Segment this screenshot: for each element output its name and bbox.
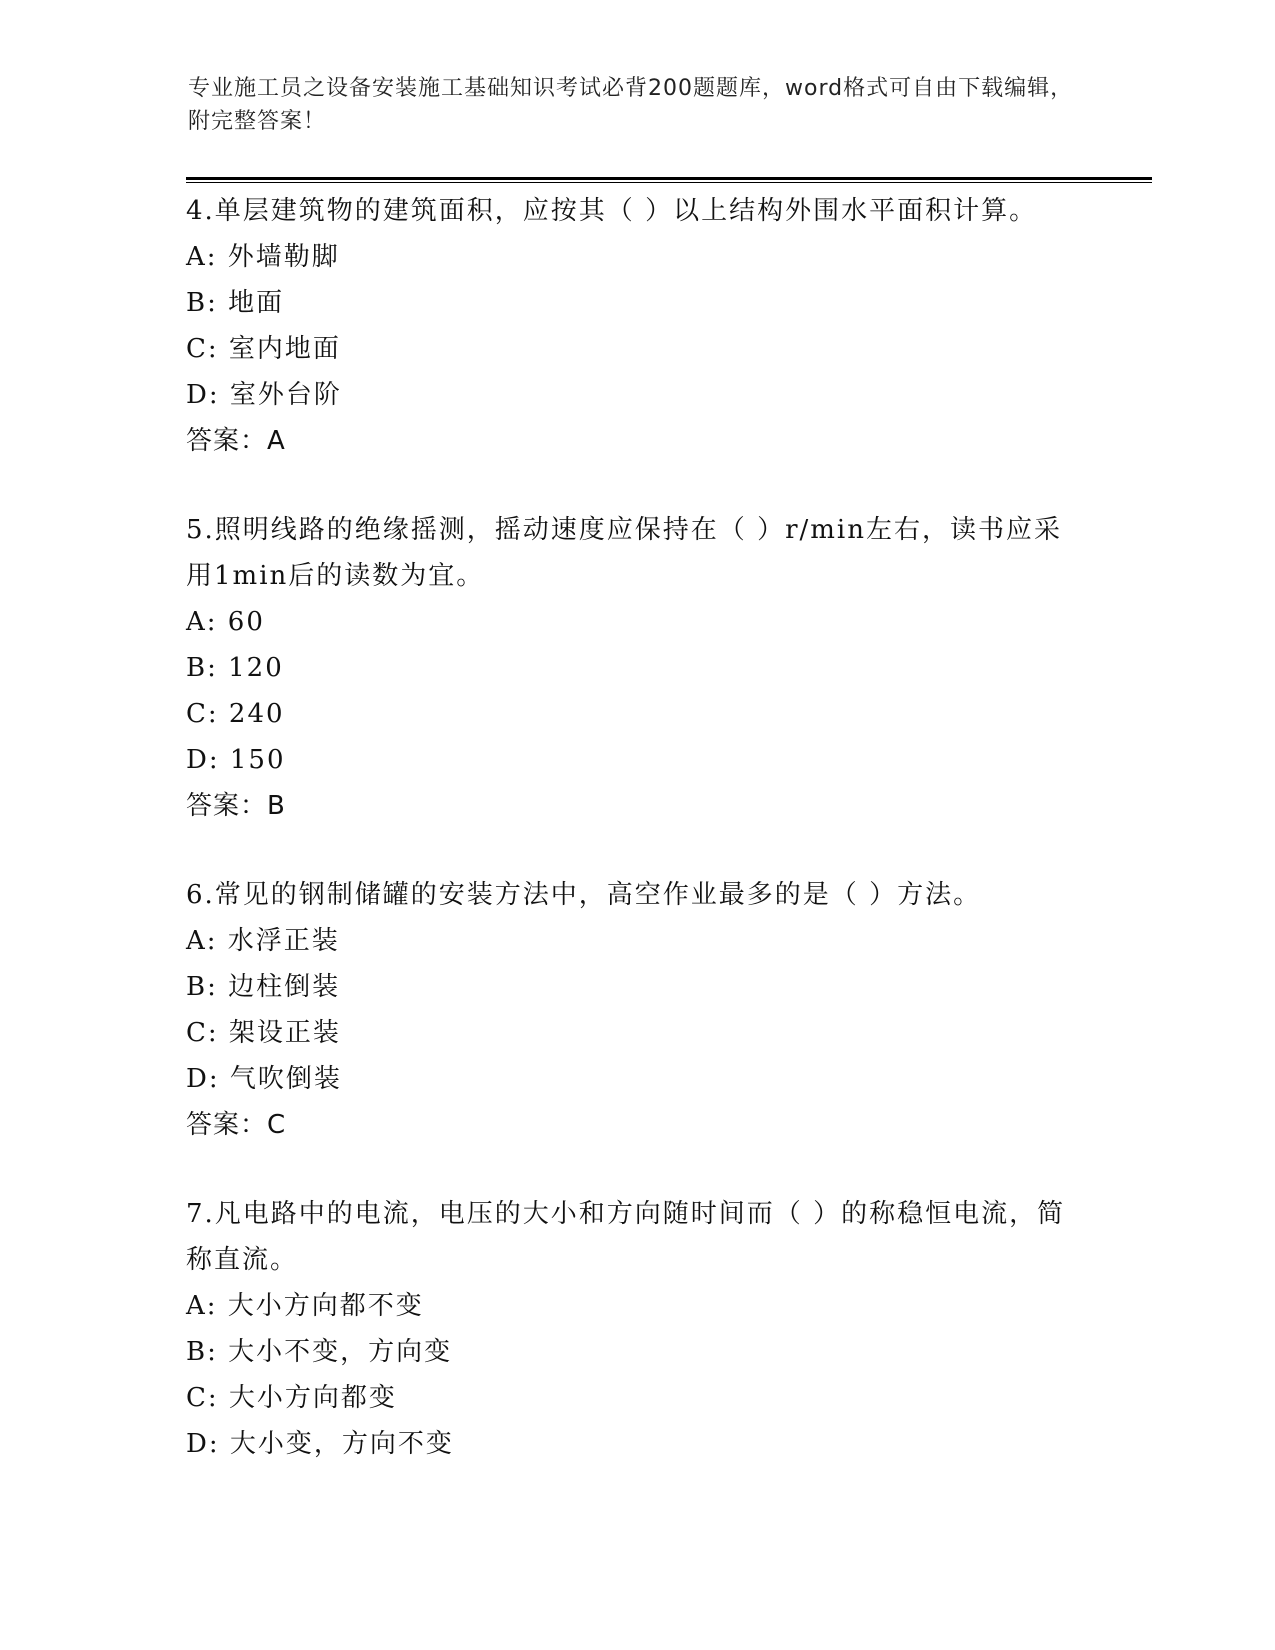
question-text: 6.常见的钢制储罐的安装方法中，高空作业最多的是（ ）方法。 [186, 880, 982, 910]
header-divider-thick [186, 177, 1152, 180]
question-text: 4.单层建筑物的建筑面积，应按其（ ）以上结构外围水平面积计算。 [186, 196, 1038, 226]
question-text: 5.照明线路的绝缘摇测，摇动速度应保持在（ ）r/min左右，读书应采用1min后的读数为宜。 [186, 515, 1062, 591]
option-b: B: 大小不变，方向变 [186, 1337, 453, 1367]
question-5 [186, 507, 1086, 829]
question-4 [186, 188, 1086, 464]
answer-line: 答案：B [186, 791, 286, 821]
question-text: 7.凡电路中的电流，电压的大小和方向随时间而（ ）的称稳恒电流，简称直流。 [186, 1199, 1066, 1275]
question-7 [186, 1191, 1086, 1467]
answer-line: 答案：A [186, 426, 286, 456]
header-divider-thin [186, 182, 1152, 183]
option-b: B: 边柱倒装 [186, 972, 341, 1002]
option-d: D: 室外台阶 [186, 380, 342, 410]
option-d: D: 气吹倒装 [186, 1064, 342, 1094]
document-header: 专业施工员之设备安装施工基础知识考试必背200题题库，word格式可自由下载编辑，附完整答案！ [188, 76, 1074, 134]
option-c: C: 架设正装 [186, 1018, 341, 1048]
option-b: B: 120 [186, 653, 284, 683]
option-c: C: 240 [186, 699, 285, 729]
answer-line: 答案：C [186, 1110, 287, 1140]
option-a: A: 水浮正装 [186, 926, 340, 956]
question-list [186, 188, 1086, 1510]
option-a: A: 60 [186, 607, 265, 637]
option-a: A: 外墙勒脚 [186, 242, 340, 272]
option-b: B: 地面 [186, 288, 285, 318]
option-c: C: 大小方向都变 [186, 1383, 397, 1413]
option-a: A: 大小方向都不变 [186, 1291, 424, 1321]
option-c: C: 室内地面 [186, 334, 341, 364]
option-d: D: 150 [186, 745, 286, 775]
option-d: D: 大小变，方向不变 [186, 1429, 454, 1459]
question-6 [186, 872, 1086, 1148]
